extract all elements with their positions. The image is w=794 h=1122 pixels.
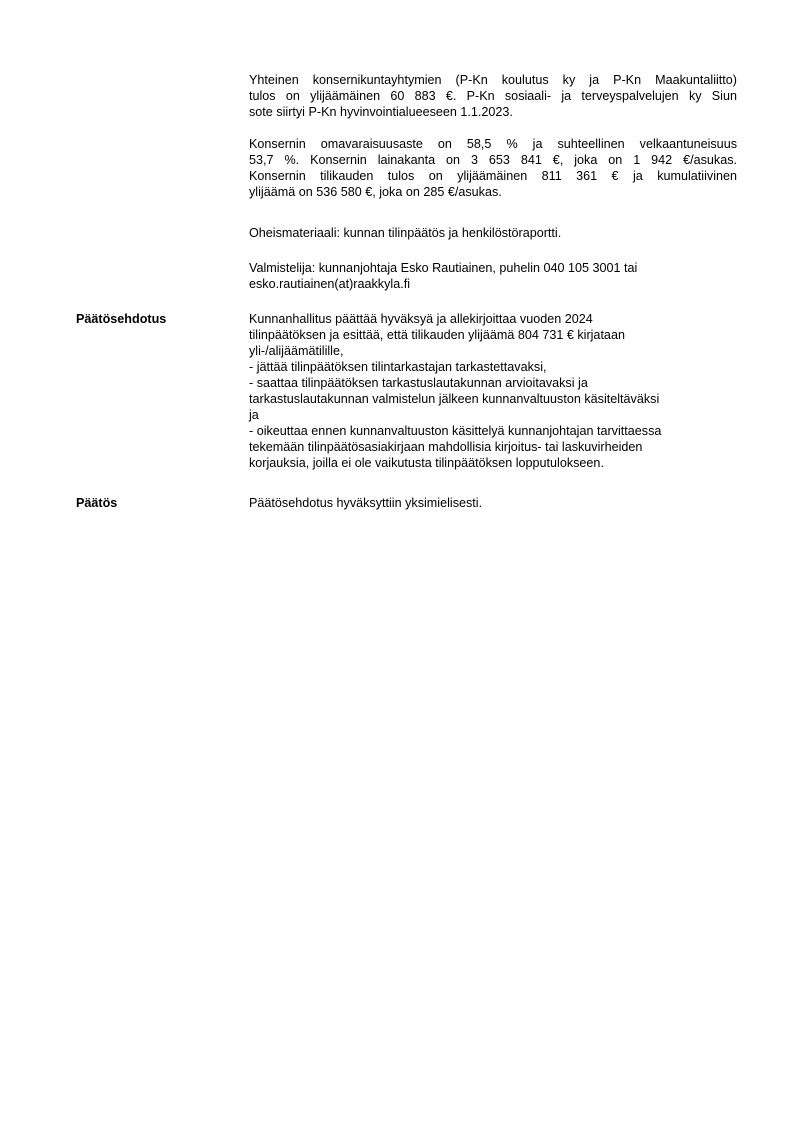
text-line: sote siirtyi P-Kn hyvinvointialueeseen 1.1.2023.: [249, 105, 513, 119]
text-line: Konsernin tilikauden tulos on ylijäämäinen 811 361 € ja kumulatiivinen: [249, 169, 737, 183]
decision-text: [249, 495, 737, 511]
text-line: 53,7 %. Konsernin lainakanta on 3 653 841 €, joka on 1 942 €/asukas.: [249, 153, 737, 167]
text-line: Valmistelija: kunnanjohtaja Esko Rautiainen, puhelin 040 105 3001 tai: [249, 261, 638, 275]
text-line: ja: [249, 408, 259, 422]
text-line: tilinpäätöksen ja esittää, että tilikauden ylijäämä 804 731 € kirjataan: [249, 328, 625, 342]
text-line: yli-/alijäämätilille,: [249, 344, 344, 358]
text-line: Konsernin omavaraisuusaste on 58,5 % ja suhteellinen velkaantuneisuus: [249, 137, 737, 151]
text-line: tarkastuslautakunnan valmistelun jälkeen kunnanvaltuuston käsiteltäväksi: [249, 392, 660, 406]
text-line: - saattaa tilinpäätöksen tarkastuslautakunnan arvioitavaksi ja: [249, 376, 588, 390]
text-line: Päätösehdotus hyväksyttiin yksimielisesti.: [249, 496, 483, 510]
text-line: - jättää tilinpäätöksen tilintarkastajan tarkastettavaksi,: [249, 360, 547, 374]
text-line: tekemään tilinpäätösasiakirjaan mahdollisia kirjoitus- tai laskuvirheiden: [249, 440, 643, 454]
text-line: Oheismateriaali: kunnan tilinpäätös ja henkilöstöraportti.: [249, 226, 562, 240]
text-line: Yhteinen konsernikuntayhtymien (P-Kn koulutus ky ja P-Kn Maakuntaliitto): [249, 73, 737, 87]
proposal-label: Päätösehdotus: [76, 312, 167, 326]
text-line: tulos on ylijäämäinen 60 883 €. P-Kn sosiaali- ja terveyspalvelujen ky Siun: [249, 89, 737, 103]
intro-paragraph-1: [249, 72, 737, 120]
text-line: - oikeuttaa ennen kunnanvaltuuston käsittelyä kunnanjohtajan tarvittaessa: [249, 424, 662, 438]
preparer-email: esko.rautiainen(at)raakkyla.fi: [249, 277, 410, 291]
proposal-text: [249, 311, 737, 471]
text-line: Kunnanhallitus päättää hyväksyä ja allekirjoittaa vuoden 2024: [249, 312, 593, 326]
text-line: ylijäämä on 536 580 €, joka on 285 €/asukas.: [249, 185, 502, 199]
intro-paragraph-2: [249, 136, 737, 200]
text-line: korjauksia, joilla ei ole vaikutusta tilinpäätöksen lopputulokseen.: [249, 456, 604, 470]
preparer-note: [249, 260, 737, 292]
attachments-note: [249, 225, 737, 241]
decision-label: Päätös: [76, 496, 118, 510]
